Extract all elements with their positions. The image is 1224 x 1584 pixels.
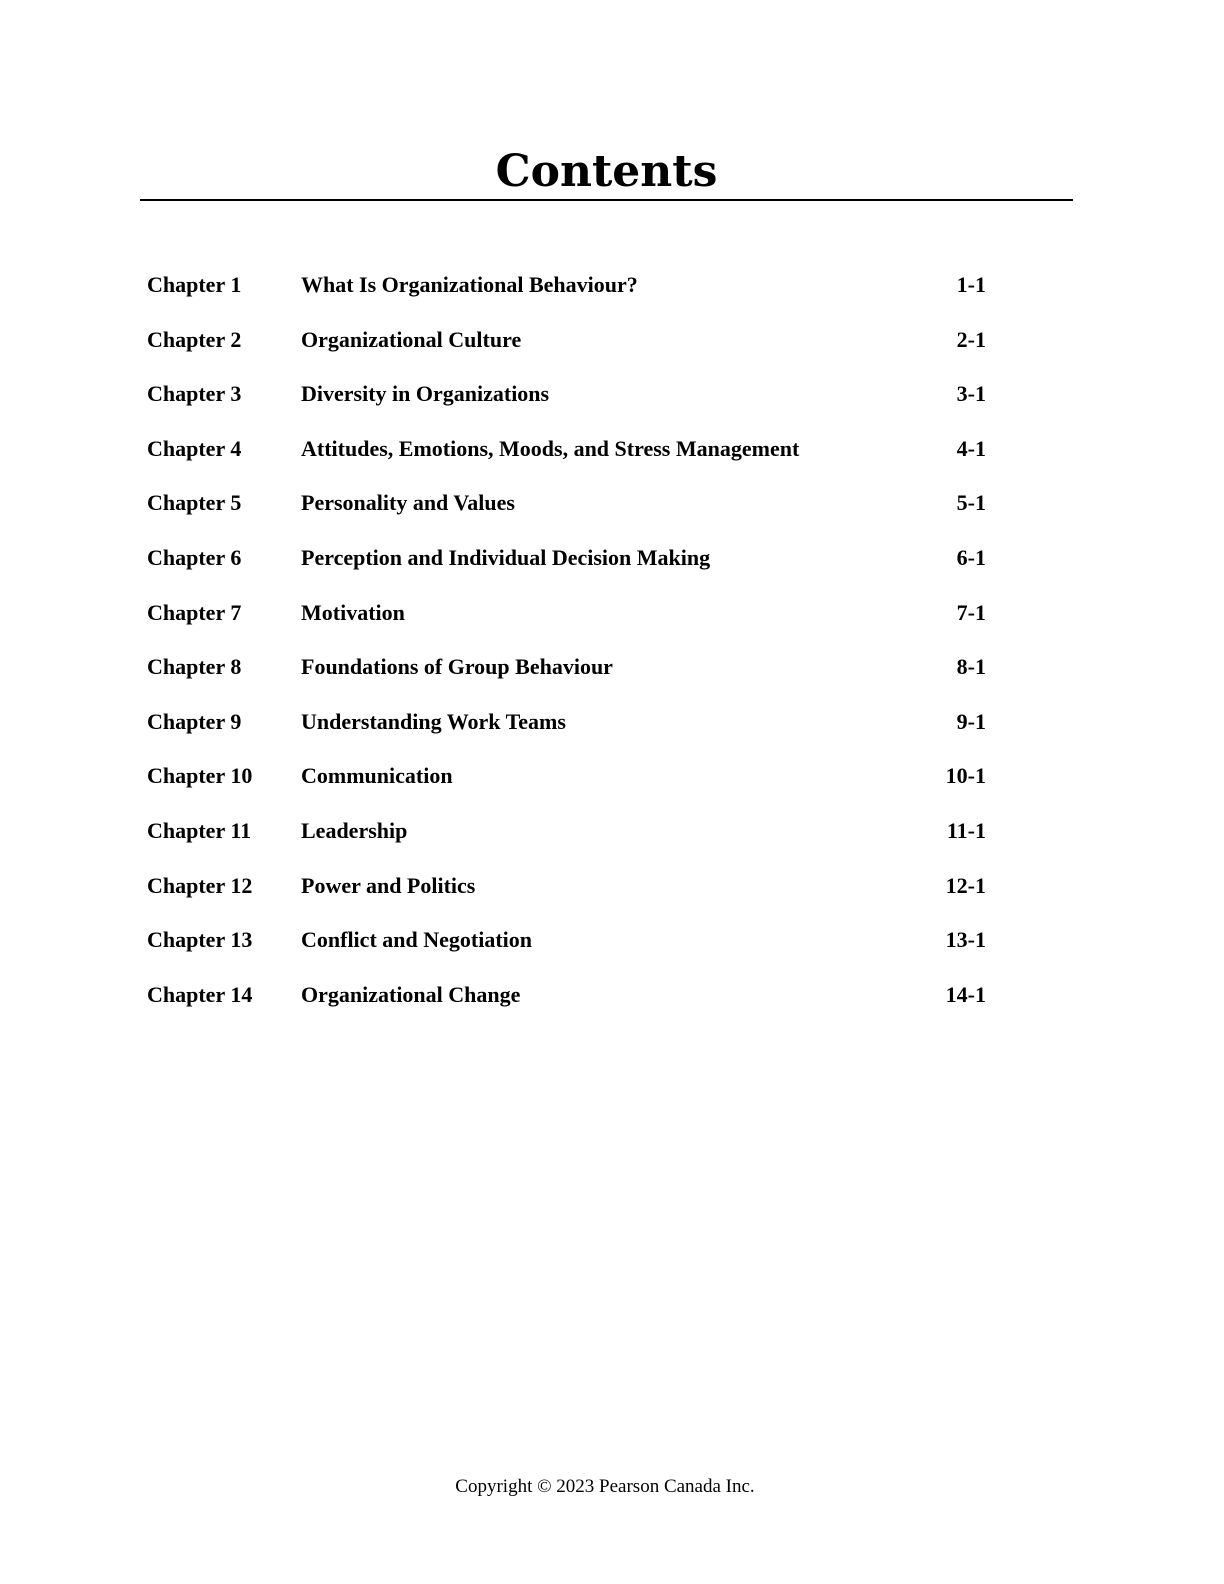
chapter-title: Organizational Culture xyxy=(301,326,522,352)
page-number: 7-1 xyxy=(956,599,986,625)
chapter-title: Foundations of Group Behaviour xyxy=(301,654,613,680)
chapter-title: Conflict and Negotiation xyxy=(301,927,532,953)
chapter-title: Diversity in Organizations xyxy=(301,381,550,407)
toc-entry-chapter-5[interactable] xyxy=(147,486,997,541)
chapter-label: Chapter 14 xyxy=(147,981,253,1007)
toc-entry-chapter-6[interactable] xyxy=(147,541,997,596)
toc-entry-chapter-1[interactable] xyxy=(147,268,997,323)
chapter-title: Communication xyxy=(301,763,453,789)
chapter-label: Chapter 1 xyxy=(147,272,242,297)
page-number: 2-1 xyxy=(956,326,986,352)
toc-entry-chapter-11[interactable] xyxy=(147,814,997,869)
chapter-label: Chapter 11 xyxy=(147,817,252,843)
page-number: 13-1 xyxy=(945,927,986,953)
toc-entry-chapter-14[interactable] xyxy=(147,978,997,1033)
chapter-title: Organizational Change xyxy=(301,981,521,1007)
toc-entry-chapter-2[interactable] xyxy=(147,323,997,378)
toc-entry-chapter-7[interactable] xyxy=(147,596,997,651)
page-title: Contents xyxy=(495,146,718,197)
chapter-label: Chapter 3 xyxy=(147,381,242,407)
chapter-label: Chapter 13 xyxy=(147,927,253,953)
page-number: 8-1 xyxy=(956,654,986,680)
chapter-label: Chapter 2 xyxy=(147,326,242,352)
toc-entry-chapter-3[interactable] xyxy=(147,377,997,432)
title-divider xyxy=(140,199,1073,201)
copyright-footer: Copyright © 2023 Pearson Canada Inc. xyxy=(455,1476,755,1497)
chapter-title: Leadership xyxy=(301,817,408,843)
chapter-label: Chapter 10 xyxy=(147,763,253,789)
chapter-label: Chapter 6 xyxy=(147,544,242,570)
table-of-contents xyxy=(147,268,997,1032)
page-number: 14-1 xyxy=(945,981,986,1007)
toc-entry-chapter-8[interactable] xyxy=(147,650,997,705)
page-number: 3-1 xyxy=(956,381,986,407)
chapter-title: Motivation xyxy=(301,599,405,625)
page-number: 1-1 xyxy=(956,272,986,297)
toc-entry-chapter-10[interactable] xyxy=(147,759,997,814)
chapter-label: Chapter 9 xyxy=(147,708,242,734)
page-number: 9-1 xyxy=(956,708,986,734)
page-number: 10-1 xyxy=(945,763,986,789)
page-number: 11-1 xyxy=(946,817,986,843)
chapter-title: Personality and Values xyxy=(301,490,515,516)
toc-entry-chapter-9[interactable] xyxy=(147,705,997,760)
page-number: 12-1 xyxy=(945,872,986,898)
chapter-title: Understanding Work Teams xyxy=(301,708,566,734)
toc-entry-chapter-13[interactable] xyxy=(147,923,997,978)
chapter-label: Chapter 8 xyxy=(147,654,242,680)
chapter-title: What Is Organizational Behaviour? xyxy=(301,272,638,297)
toc-entry-chapter-12[interactable] xyxy=(147,869,997,924)
page-number: 4-1 xyxy=(956,435,986,461)
toc-entry-chapter-4[interactable] xyxy=(147,432,997,487)
page-number: 6-1 xyxy=(956,544,986,570)
chapter-title: Perception and Individual Decision Making xyxy=(301,544,711,570)
chapter-title: Attitudes, Emotions, Moods, and Stress Management xyxy=(301,435,800,461)
chapter-label: Chapter 5 xyxy=(147,490,242,516)
chapter-label: Chapter 4 xyxy=(147,435,242,461)
page-number: 5-1 xyxy=(956,490,986,516)
chapter-title: Power and Politics xyxy=(301,872,476,898)
chapter-label: Chapter 7 xyxy=(147,599,242,625)
chapter-label: Chapter 12 xyxy=(147,872,253,898)
